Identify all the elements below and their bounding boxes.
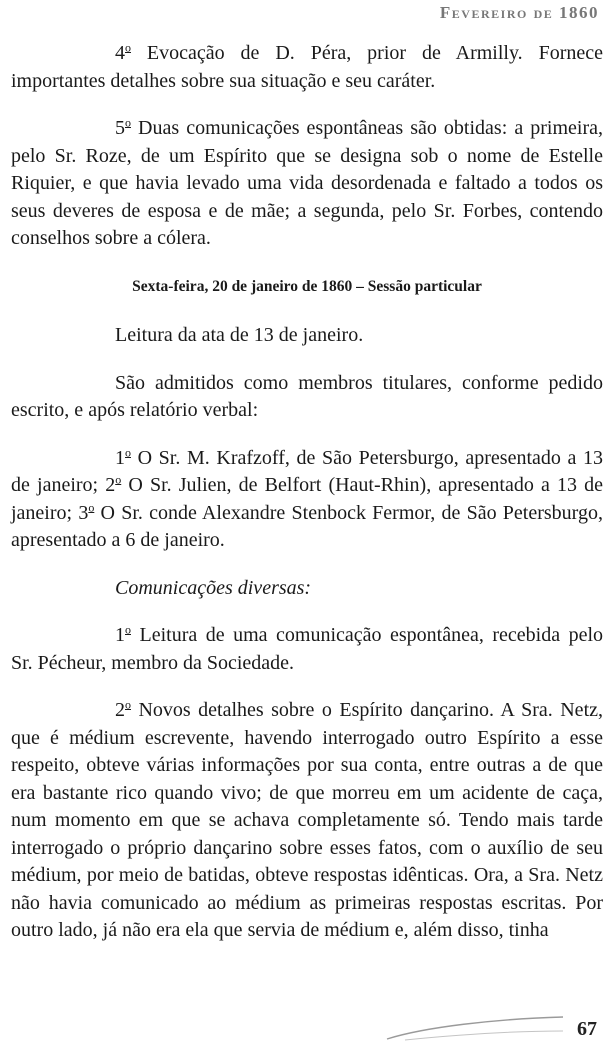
section-heading-communications: Comunicações diversas: <box>115 576 312 599</box>
paragraph-communication-1: 1$^o$ Leitura de uma comunicação espontânea, recebida pelo Sr. Pécheur, membro da Sociedade. <box>11 622 603 674</box>
paragraph-communication-2: 2$^o$ Novos detalhes sobre o Espírito dançarino. A Sra. Netz, que é médium escrevente, havendo interrogado outro Espírito a esse respeito, obteve várias informações por sua conta, entre outras a de que era bastante rico quando vivo; de que morreu em um acidente de caça, num momento em que se achava completamente só. Tendo mais tarde interrogado o próprio dançarino sobre esses fatos, com o auxílio de seu médium, por meio de batidas, obteve respostas idênticas. Ora, a Sra. Netz não havia comunicado ao médium as primeiras respostas escritas. Por outro lado, já não era ela que servia de médium e, além disso, tinha <box>11 697 603 941</box>
paragraph-minutes: Leitura da ata de 13 de janeiro. <box>115 324 364 346</box>
session-heading: Sexta-feira, 20 de janeiro de 1860 – Sessão particular <box>132 277 482 295</box>
running-head: Fevereiro de 1860 <box>439 3 599 22</box>
paragraph-admissions: São admitidos como membros titulares, conforme pedido escrito, e após relatório verbal: <box>11 371 603 421</box>
paragraph-members-list: 1$^o$ O Sr. M. Krafzoff, de São Petersburgo, apresentado a 13 de janeiro; 2$^o$ O Sr. Julien, de Belfort (Haut-Rhin), apresentado a 13 de janeiro; 3$^o$ O Sr. conde Alexandre Stenbock Fermor, de São Petersburgo, apresentado a 6 de janeiro. <box>11 444 603 551</box>
page-number: 67 <box>577 1018 597 1040</box>
paragraph-item-4: 4$^o$ Evocação de D. Péra, prior de Armilly. Fornece importantes detalhes sobre sua situação e seu caráter. <box>11 40 603 92</box>
page-body <box>11 40 603 965</box>
paragraph-item-5: 5$^o$ Duas comunicações espontâneas são obtidas: a primeira, pelo Sr. Roze, de um Espírito que se designa sob o nome de Estelle Riquier, e que havia levado uma vida desordenada e faltado a todos os seus deveres de esposa e de mãe; a segunda, pelo Sr. Forbes, contendo conselhos sobre a cólera. <box>11 115 603 249</box>
footer-swoosh-ornament <box>385 1013 565 1043</box>
